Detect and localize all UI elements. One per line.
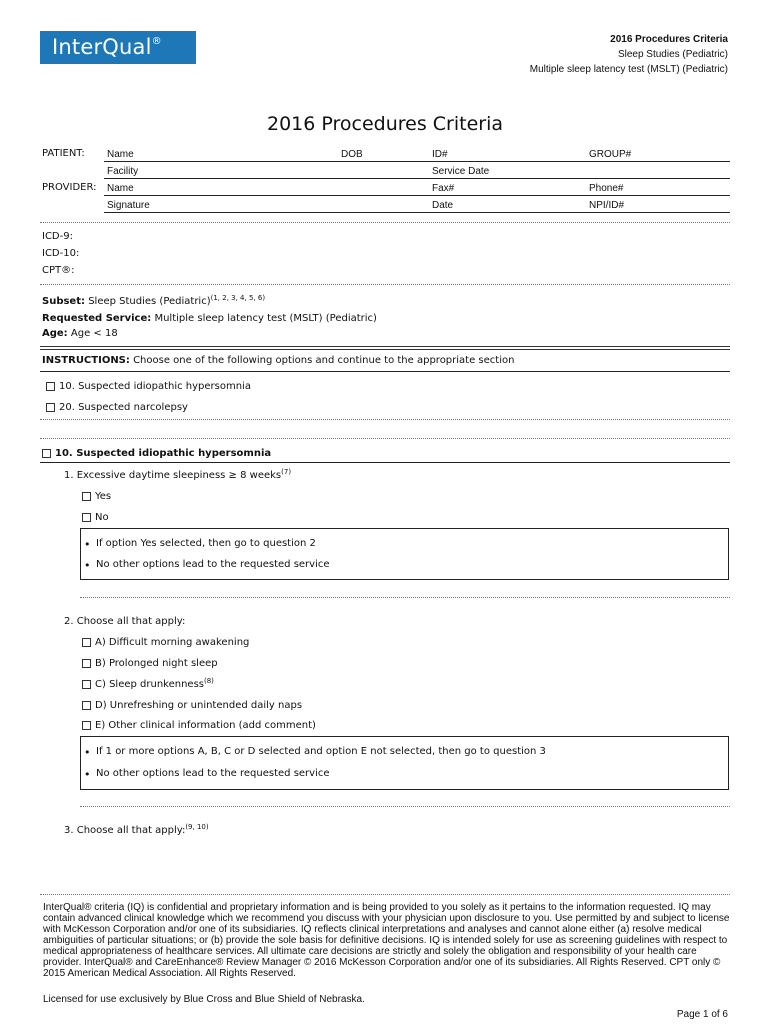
service-label: Requested Service: xyxy=(42,313,152,324)
provider-label: PROVIDER: xyxy=(42,182,97,193)
cpt-label: CPT®: xyxy=(42,265,75,276)
name-field-label: Name xyxy=(107,149,134,160)
instructions-line xyxy=(42,355,514,366)
q1-note: • No other options lead to the requested service xyxy=(96,559,330,570)
footer-divider xyxy=(40,894,730,895)
question-1-text: 1. Excessive daytime sleepiness ≥ 8 weeks xyxy=(64,470,282,481)
question-2-text: 2. Choose all that apply: xyxy=(64,616,186,627)
npi-field-label: NPI/ID# xyxy=(589,200,625,211)
checkbox-icon[interactable] xyxy=(82,513,91,522)
q1-instruction-box xyxy=(80,528,729,580)
form-row-divider xyxy=(104,161,730,162)
icd9-label: ICD-9: xyxy=(42,231,73,242)
header-doc-title: 2016 Procedures Criteria xyxy=(610,34,728,45)
id-field-label: ID# xyxy=(432,149,448,160)
checkbox-icon[interactable] xyxy=(46,382,55,391)
q1-option-no[interactable] xyxy=(82,512,109,523)
subset-refs: (1, 2, 3, 4, 5, 6) xyxy=(210,294,266,302)
q2-option[interactable] xyxy=(82,658,218,669)
q2-option-ref: (8) xyxy=(204,677,214,685)
group-field-label: GROUP# xyxy=(589,149,632,160)
subset-value: Sleep Studies (Pediatric) xyxy=(88,296,211,307)
q2-option-label: A) Difficult morning awakening xyxy=(95,637,250,648)
section-heading-rule xyxy=(40,462,730,463)
date-field-label: Date xyxy=(432,200,454,211)
header-service: Multiple sleep latency test (MSLT) (Pediatric) xyxy=(529,64,728,75)
checkbox-icon[interactable] xyxy=(42,449,51,458)
page-title: 2016 Procedures Criteria xyxy=(266,113,504,135)
option-10-checkbox-row[interactable] xyxy=(46,381,251,392)
facility-field-label: Facility xyxy=(107,166,139,177)
q2-option[interactable] xyxy=(82,700,302,711)
page-number: Page 1 of 6 xyxy=(676,1009,728,1020)
instructions-bottom-rule xyxy=(40,371,730,372)
question-divider xyxy=(80,597,730,598)
footer-license: Licensed for use exclusively by Blue Cross and Blue Shield of Nebraska. xyxy=(43,994,365,1005)
service-line xyxy=(42,313,377,324)
checkbox-icon[interactable] xyxy=(82,659,91,668)
q1-option-yes[interactable] xyxy=(82,491,111,502)
logo-mark: ® xyxy=(151,36,162,47)
age-value: Age < 18 xyxy=(70,328,118,339)
section-divider xyxy=(40,222,730,223)
q2-instruction-box xyxy=(80,736,729,790)
fax-field-label: Fax# xyxy=(432,183,455,194)
question-3 xyxy=(64,825,209,836)
age-label: Age: xyxy=(42,328,68,339)
subset-line xyxy=(42,296,265,307)
section-divider xyxy=(40,284,730,285)
q1-option-yes-label: Yes xyxy=(95,491,112,502)
q2-option-label: B) Prolonged night sleep xyxy=(95,658,218,669)
section-10-heading[interactable] xyxy=(42,448,271,459)
q2-option-label: D) Unrefreshing or unintended daily naps xyxy=(95,700,303,711)
interqual-logo xyxy=(40,31,196,64)
section-10-heading-text: 10. Suspected idiopathic hypersomnia xyxy=(55,448,272,459)
instructions-text: Choose one of the following options and continue to the appropriate section xyxy=(133,355,515,366)
question-3-text: 3. Choose all that apply: xyxy=(64,825,186,836)
option-20-label: 20. Suspected narcolepsy xyxy=(59,402,188,413)
question-1 xyxy=(64,470,291,481)
checkbox-icon[interactable] xyxy=(82,721,91,730)
logo-text: InterQual xyxy=(52,35,152,59)
instructions-top-rule xyxy=(40,346,730,350)
service-value: Multiple sleep latency test (MSLT) (Pediatric) xyxy=(154,313,377,324)
age-line xyxy=(42,328,118,339)
q2-option[interactable] xyxy=(82,679,214,690)
section-divider xyxy=(40,438,730,439)
checkbox-icon[interactable] xyxy=(82,492,91,501)
patient-label: PATIENT: xyxy=(42,148,85,159)
q2-option[interactable] xyxy=(82,720,316,731)
checkbox-icon[interactable] xyxy=(82,680,91,689)
question-3-ref: (9, 10) xyxy=(185,823,209,831)
footer-disclaimer: InterQual® criteria (IQ) is confidential and proprietary information and is being provided to you solely as it pertains to the information requested. IQ may contain advanced clinical knowledge which we recommend you discuss with your physician upon disclosure to you. Use permitted by and subject to license with McKesson Corporation and/or one of its subsidiaries. IQ reflects clinical interpretations and analyses and cannot alone either (a) resolve medical ambiguities of particular situations; or (b) provide the sole basis for definitive decisions. IQ is intended solely for use as screening guidelines with respect to medical appropriateness of healthcare services. All ultimate care decisions are strictly and solely the obligation and responsibility of your health care provider. InterQual® and CareEnhance® Review Manager © 2016 McKesson Corporation and/or one of its subsidiaries. All Rights Reserved. CPT only © 2015 American Medical Association. All Rights Reserved. xyxy=(43,902,730,979)
form-row-divider xyxy=(104,195,730,196)
signature-field-label: Signature xyxy=(107,200,150,211)
icd10-label: ICD-10: xyxy=(42,248,80,259)
option-10-label: 10. Suspected idiopathic hypersomnia xyxy=(59,381,251,392)
provider-name-field-label: Name xyxy=(107,183,134,194)
checkbox-icon[interactable] xyxy=(82,638,91,647)
q1-note: • If option Yes selected, then go to question 2 xyxy=(96,538,316,549)
phone-field-label: Phone# xyxy=(589,183,624,194)
question-divider xyxy=(80,806,730,807)
section-divider xyxy=(40,419,730,420)
checkbox-icon[interactable] xyxy=(46,403,55,412)
checkbox-icon[interactable] xyxy=(82,701,91,710)
option-20-checkbox-row[interactable] xyxy=(46,402,188,413)
service-date-field-label: Service Date xyxy=(432,166,490,177)
q2-option-label: E) Other clinical information (add comment) xyxy=(95,720,316,731)
dob-field-label: DOB xyxy=(341,149,363,160)
q2-option[interactable] xyxy=(82,637,249,648)
form-row-divider xyxy=(104,178,730,179)
form-row-divider xyxy=(104,212,730,213)
q1-option-no-label: No xyxy=(95,512,109,523)
q2-note: • No other options lead to the requested service xyxy=(96,768,330,779)
q2-option-label: C) Sleep drunkenness xyxy=(95,679,204,690)
subset-label: Subset: xyxy=(42,296,85,307)
instructions-label: INSTRUCTIONS: xyxy=(42,355,130,366)
question-1-ref: (7) xyxy=(281,468,292,476)
q2-note: • If 1 or more options A, B, C or D selected and option E not selected, then go to question 3 xyxy=(96,746,546,757)
header-subset: Sleep Studies (Pediatric) xyxy=(617,49,728,60)
